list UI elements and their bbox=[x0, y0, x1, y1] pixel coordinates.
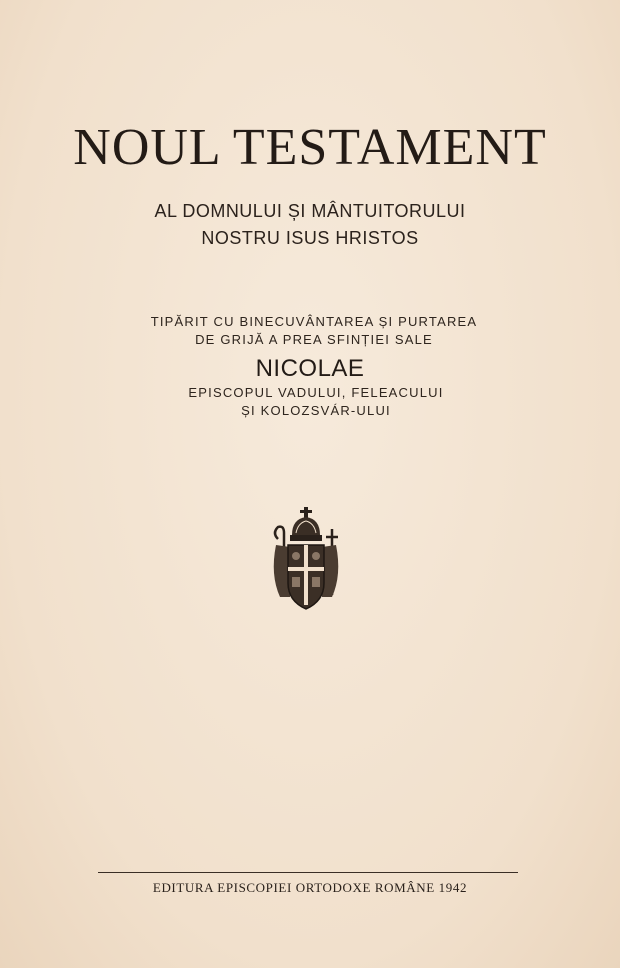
book-title: NOUL TESTAMENT bbox=[73, 119, 547, 176]
bishop-name: NICOLAE bbox=[255, 355, 365, 382]
printed-line-1: TIPĂRIT CU BINECUVÂNTAREA ȘI PURTAREA bbox=[150, 314, 478, 329]
subtitle-line-2: NOSTRU ISUS HRISTOS bbox=[201, 228, 419, 248]
bishop-title-line-1: EPISCOPUL VADULUI, FELEACULUI bbox=[188, 385, 444, 400]
printed-line-2: DE GRIJĂ A PREA SFINȚIEI SALE bbox=[195, 332, 433, 347]
subtitle-line-1: AL DOMNULUI ȘI MÂNTUITORULUI bbox=[154, 201, 466, 221]
bishop-title-line-2: ȘI KOLOZSVÁR-ULUI bbox=[241, 403, 391, 418]
footer-divider bbox=[98, 872, 518, 873]
publisher-imprint: EDITURA EPISCOPIEI ORTODOXE ROMÂNE 1942 bbox=[152, 880, 468, 895]
coat-of-arms-icon bbox=[268, 505, 344, 613]
